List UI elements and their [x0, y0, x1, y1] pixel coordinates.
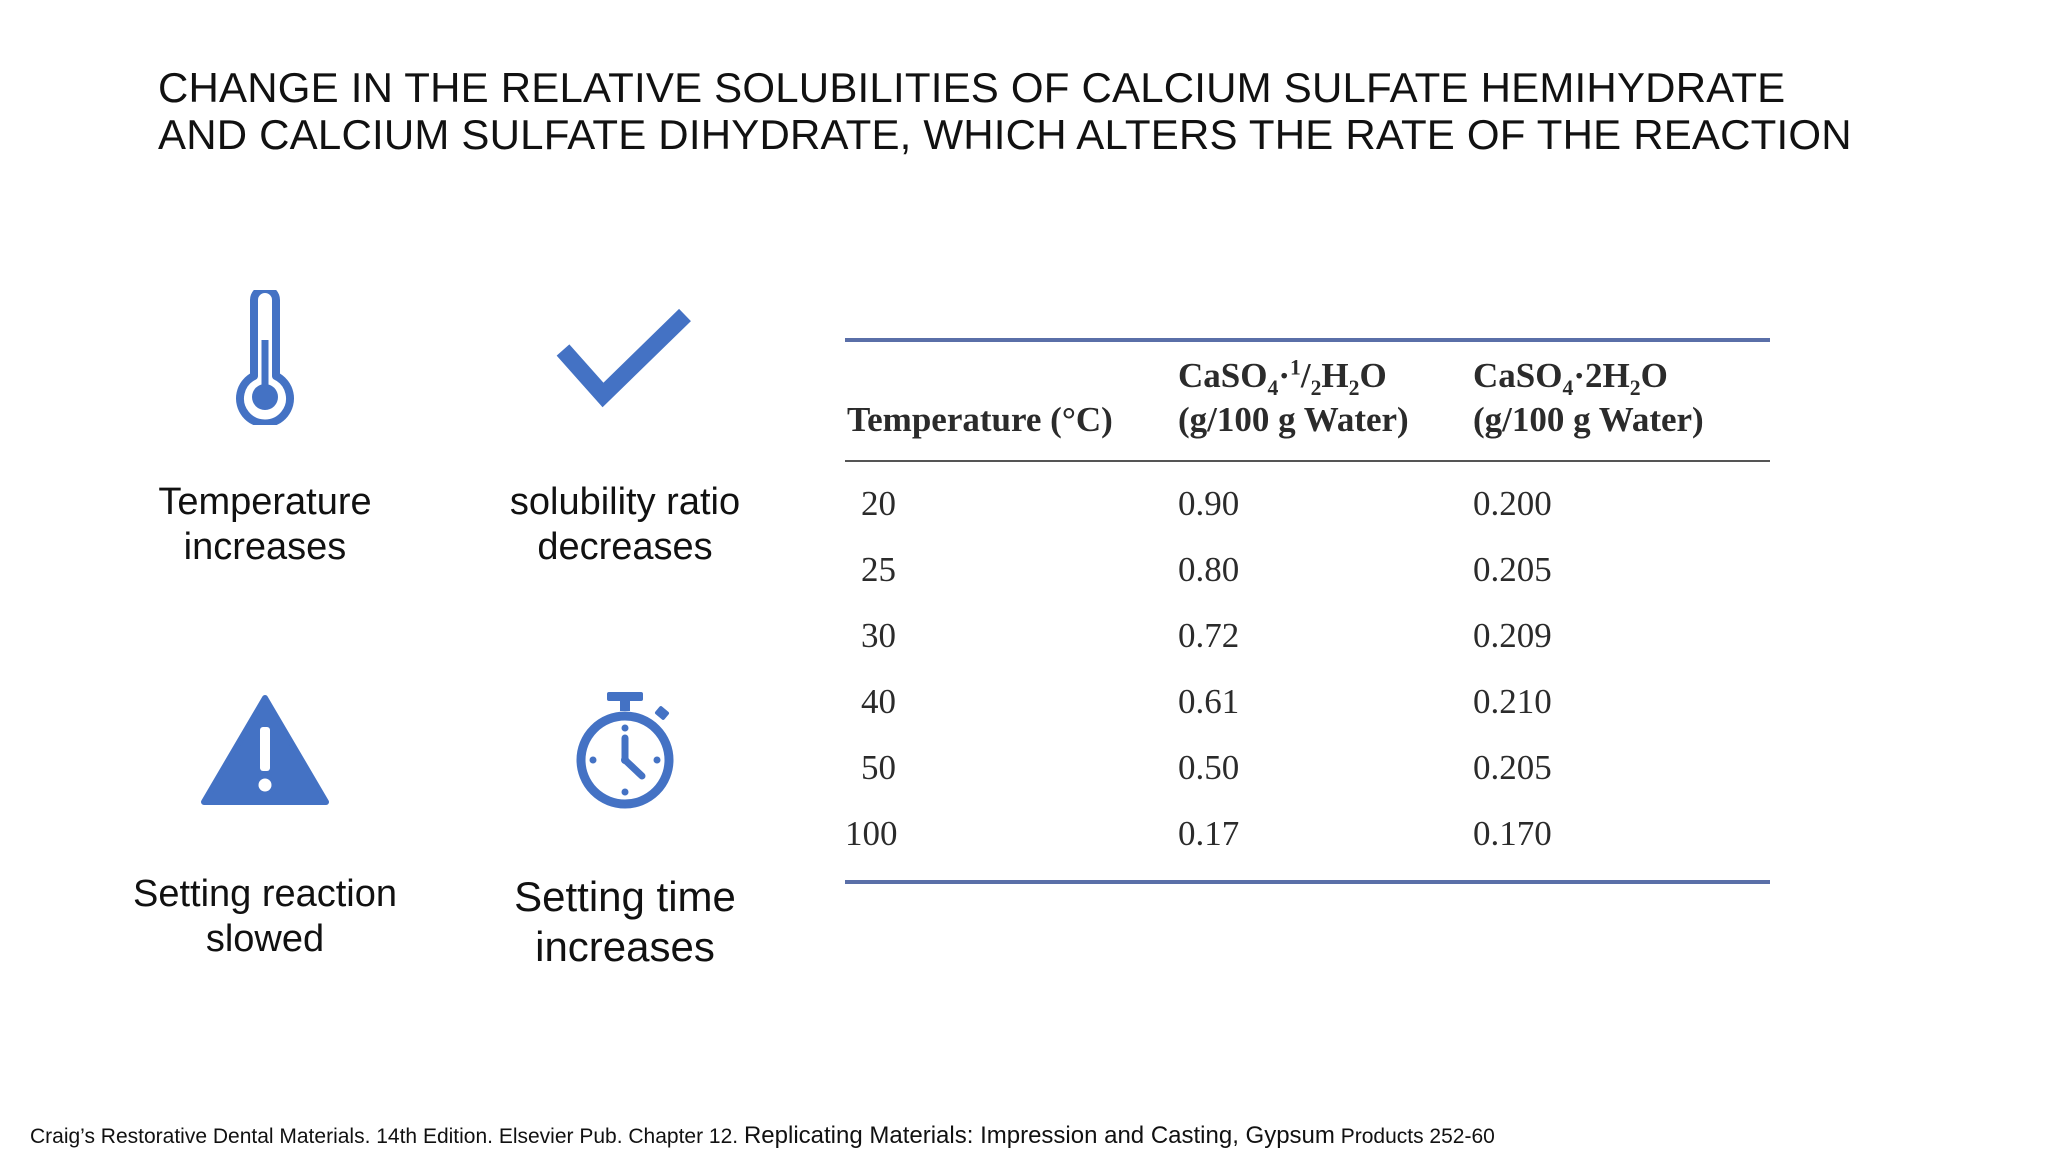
solubility-table [845, 338, 1770, 884]
cell-dihydrate: 0.210 [1473, 682, 1552, 721]
table-header [845, 342, 1770, 460]
cell-temperature: 20 [861, 484, 896, 523]
cell-temperature: 50 [861, 748, 896, 787]
slide-title [158, 64, 1978, 158]
table-row [845, 604, 1770, 670]
cell-hemihydrate: 0.80 [1178, 550, 1240, 589]
citation-part-1: Craig’s Restorative Dental Materials. 14th Edition. Elsevier Pub. Chapter 12. [30, 1125, 744, 1148]
cell-hemihydrate: 0.72 [1178, 616, 1240, 655]
title-line-1: CHANGE IN THE RELATIVE SOLUBILITIES OF CALCIUM SULFATE HEMIHYDRATE [158, 64, 1786, 111]
checkmark-icon [555, 305, 695, 410]
table-row [845, 670, 1770, 736]
caption-setting-reaction-slowed: Setting reaction slowed [132, 873, 398, 960]
caption-setting-time-increases: Setting time increases [514, 873, 736, 970]
cell-hemihydrate: 0.90 [1178, 484, 1240, 523]
caption-solubility-ratio-decreases: solubility ratio decreases [509, 481, 741, 568]
header-dihydrate-unit: (g/100 g Water) [1473, 400, 1704, 439]
table-row [845, 472, 1770, 538]
cell-hemihydrate: 0.17 [1178, 814, 1240, 853]
cell-hemihydrate: 0.61 [1178, 682, 1240, 721]
header-hemihydrate [1178, 354, 1409, 442]
header-hemihydrate-formula: $CaSO_4\cdot^1/_2H_2O$ [1178, 355, 1387, 400]
title-line-2: AND CALCIUM SULFATE DIHYDRATE, WHICH ALTERS THE RATE OF THE REACTION [158, 111, 1852, 158]
citation-part-2: Replicating Materials: Impression and Casting, Gypsum [743, 1122, 1335, 1149]
cell-temperature: 25 [861, 550, 896, 589]
cell-temperature: 40 [861, 682, 896, 721]
cell-hemihydrate: 0.50 [1178, 748, 1240, 787]
table-bottom-rule [845, 880, 1770, 884]
table-body [845, 462, 1770, 880]
cell-dihydrate: 0.209 [1473, 616, 1552, 655]
cell-temperature: 30 [861, 616, 896, 655]
table-row [845, 802, 1770, 868]
cell-dihydrate: 0.205 [1473, 550, 1552, 589]
cell-dihydrate: 0.200 [1473, 484, 1552, 523]
stopwatch-icon [570, 690, 680, 810]
header-hemihydrate-unit: (g/100 g Water) [1178, 400, 1409, 439]
citation-footer [30, 1122, 1495, 1150]
header-temperature: Temperature (°C) [847, 400, 1113, 439]
table-row [845, 736, 1770, 802]
header-dihydrate [1473, 354, 1704, 442]
table-row [845, 538, 1770, 604]
header-dihydrate-formula: $CaSO_4\cdot 2H_2O$ [1473, 356, 1668, 400]
citation-part-3: Products 252-60 [1334, 1125, 1495, 1148]
cell-dihydrate: 0.170 [1473, 814, 1552, 853]
cell-dihydrate: 0.205 [1473, 748, 1552, 787]
warning-icon [200, 692, 330, 807]
thermometer-icon [230, 290, 300, 425]
caption-temperature-increases: Temperature increases [158, 481, 372, 568]
cell-temperature: 100 [845, 814, 898, 853]
